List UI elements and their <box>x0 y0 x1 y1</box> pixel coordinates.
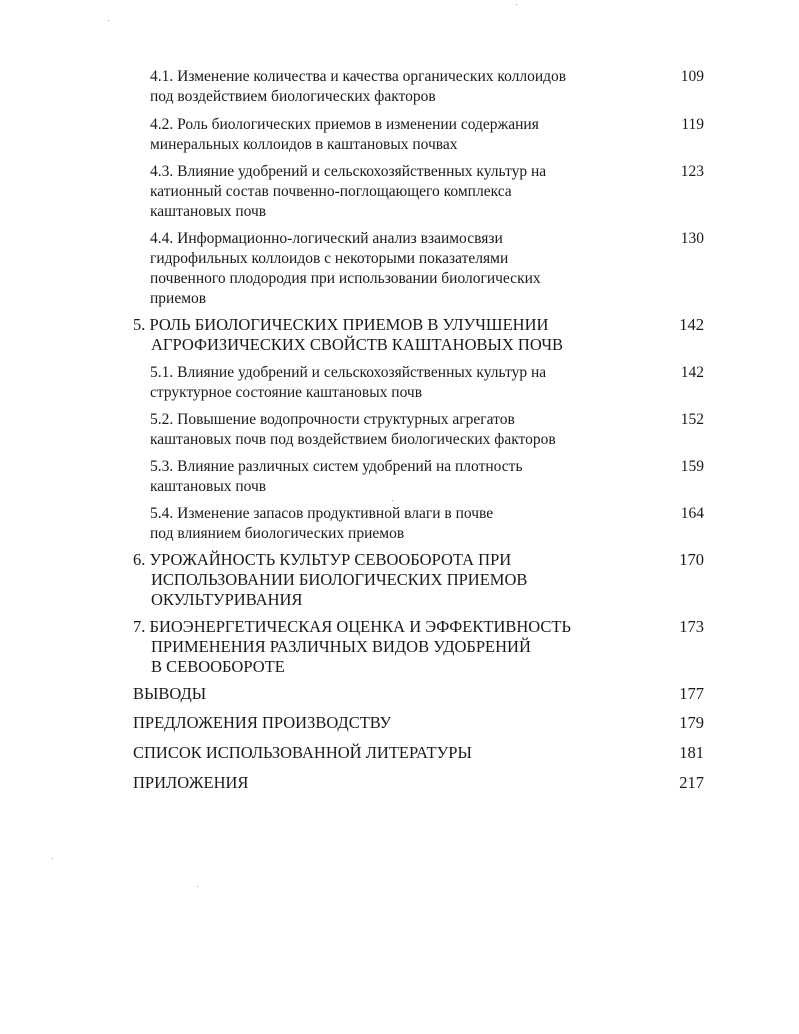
toc-entry-title: 4.2. Роль биологических приемов в изменении содержания минеральных коллоидов в каштановых почвах <box>150 116 539 153</box>
toc-entry-title: 4.3. Влияние удобрений и сельскохозяйственных культур на катионный состав почвенно-поглощающего комплекса каштановых почв <box>150 163 547 220</box>
scan-speck <box>197 886 198 887</box>
toc-entry-title: 5.1. Влияние удобрений и сельскохозяйственных культур на структурное состояние каштановых почв <box>150 364 547 401</box>
toc-entry-title: ВЫВОДЫ <box>133 684 207 703</box>
toc-entry-title: 4.4. Информационно-логический анализ взаимосвязи гидрофильных коллоидов с некоторыми показателями почвенного плодородия при использовании биологических приемов <box>150 230 541 307</box>
toc-entry-page: 142 <box>680 364 704 381</box>
scan-speck <box>516 4 517 5</box>
toc-entry-page: 164 <box>680 505 704 522</box>
toc-entry-title: 5.3. Влияние различных систем удобрений на плотность каштановых почв <box>150 458 523 495</box>
toc-entry-title: 5.2. Повышение водопрочности структурных агрегатов каштановых почв под воздействием биологических факторов <box>150 411 556 448</box>
toc-entry-title: СПИСОК ИСПОЛЬЗОВАННОЙ ЛИТЕРАТУРЫ <box>133 743 472 762</box>
toc-entry-page: 217 <box>679 773 704 792</box>
toc-entry-title: 5. РОЛЬ БИОЛОГИЧЕСКИХ ПРИЕМОВ В УЛУЧШЕНИИ АГРОФИЗИЧЕСКИХ СВОЙСТВ КАШТАНОВЫХ ПОЧВ <box>133 315 564 354</box>
toc-entry-title: 4.1. Изменение количества и качества органических коллоидов под воздействием биологических факторов <box>150 68 567 105</box>
scan-speck <box>392 500 393 501</box>
toc-entry-page: 123 <box>680 163 704 180</box>
toc-entry-page: 181 <box>679 743 704 762</box>
toc-entry-title: 7. БИОЭНЕРГЕТИЧЕСКАЯ ОЦЕНКА И ЭФФЕКТИВНОСТЬ ПРИМЕНЕНИЯ РАЗЛИЧНЫХ ВИДОВ УДОБРЕНИЙ В СЕВООБОРОТЕ <box>133 617 571 676</box>
toc-entry-title: 5.4. Изменение запасов продуктивной влаги в почве под влиянием биологических приемов <box>150 505 494 542</box>
toc-entry-page: 179 <box>679 713 704 732</box>
toc-entry-page: 142 <box>679 315 704 334</box>
toc-entry-page: 177 <box>679 684 704 703</box>
toc-entry-title: ПРИЛОЖЕНИЯ <box>133 773 249 792</box>
scan-speck <box>108 20 109 21</box>
scan-speck <box>52 858 53 859</box>
toc-entry-title: 6. УРОЖАЙНОСТЬ КУЛЬТУР СЕВООБОРОТА ПРИ ИСПОЛЬЗОВАНИИ БИОЛОГИЧЕСКИХ ПРИЕМОВ ОКУЛЬТУРИВАНИЯ <box>133 550 528 609</box>
toc-entry-page: 130 <box>680 230 704 247</box>
toc-entry-page: 159 <box>680 458 704 475</box>
toc-entry-page: 152 <box>680 411 704 428</box>
toc-entry-page: 173 <box>679 617 704 636</box>
toc-entry-page: 119 <box>681 116 704 133</box>
toc-entry-title: ПРЕДЛОЖЕНИЯ ПРОИЗВОДСТВУ <box>133 713 392 732</box>
toc-entry-page: 109 <box>680 68 704 85</box>
toc-entry-page: 170 <box>679 550 704 569</box>
